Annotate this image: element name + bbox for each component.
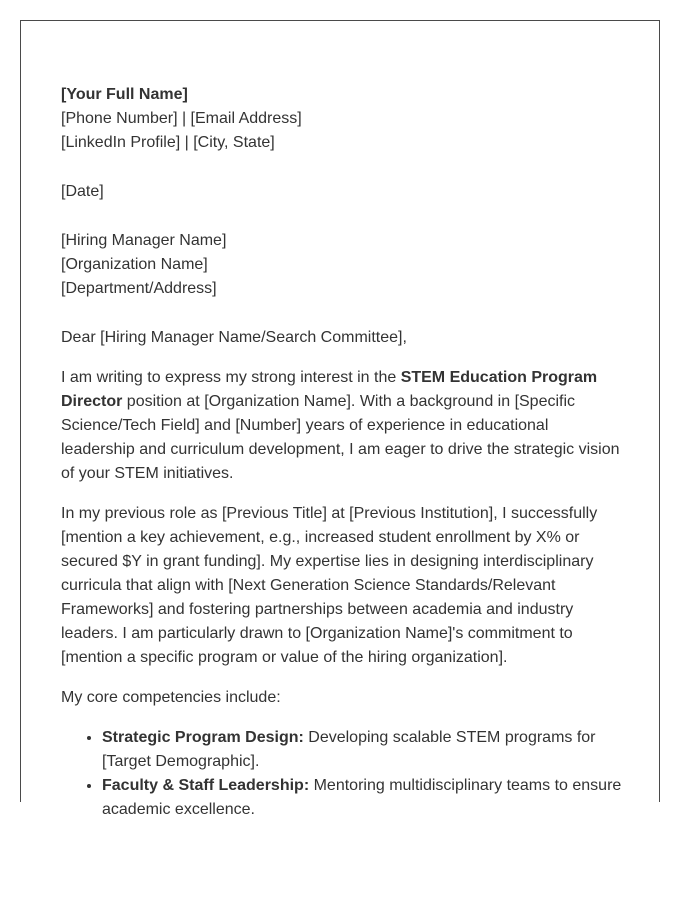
letter-date: [Date]: [61, 183, 104, 200]
position-title: STEM Education Program Director: [61, 369, 598, 410]
letter-page: [20, 20, 660, 818]
recipient-line2: [Organization Name]: [61, 256, 208, 273]
recipient-block: [61, 229, 626, 301]
recipient-line1: [Hiring Manager Name]: [61, 232, 227, 249]
competency-title: Faculty & Staff Leadership:: [102, 777, 310, 794]
competency-text: Developing scalable STEM programs for [Target Demographic].: [102, 729, 596, 770]
recipient-line3: [Department/Address]: [61, 280, 217, 297]
letter-content: [61, 83, 626, 822]
competency-title: Strategic Program Design:: [102, 729, 304, 746]
paragraph-interest-intro: I am writing to express my strong interest in the: [61, 369, 401, 386]
competencies-intro: My core competencies include:: [61, 689, 281, 706]
salutation: Dear [Hiring Manager Name/Search Committee],: [61, 329, 407, 346]
list-item: [102, 774, 626, 822]
sender-block: [61, 83, 626, 155]
paragraph-interest-body: position at [Organization Name]. With a background in [Specific Science/Tech Field] and [Number] years of experience in educational leadership and curriculum development, I am eager to drive the strategic vision of your STEM initiatives.: [61, 393, 620, 482]
sender-name: [Your Full Name]: [61, 86, 188, 103]
sender-contact-line1: [Phone Number] | [Email Address]: [61, 110, 302, 127]
competencies-list: [61, 726, 626, 822]
competency-text: Mentoring multidisciplinary teams to ensure academic excellence.: [102, 777, 622, 818]
paragraph-interest: [61, 366, 626, 486]
paragraph-experience: In my previous role as [Previous Title] at [Previous Institution], I successfully [mention a key achievement, e.g., increased student enrollment by X% or secured $Y in grant funding]. My expertise lies in designing interdisciplinary curricula that align with [Next Generation Science Standards/Relevant Frameworks] and fostering partnerships between academia and industry leaders. I am particularly drawn to [Organization Name]'s commitment to [mention a specific program or value of the hiring organization].: [61, 505, 598, 666]
list-item: [102, 726, 626, 774]
sender-contact-line2: [LinkedIn Profile] | [City, State]: [61, 134, 275, 151]
